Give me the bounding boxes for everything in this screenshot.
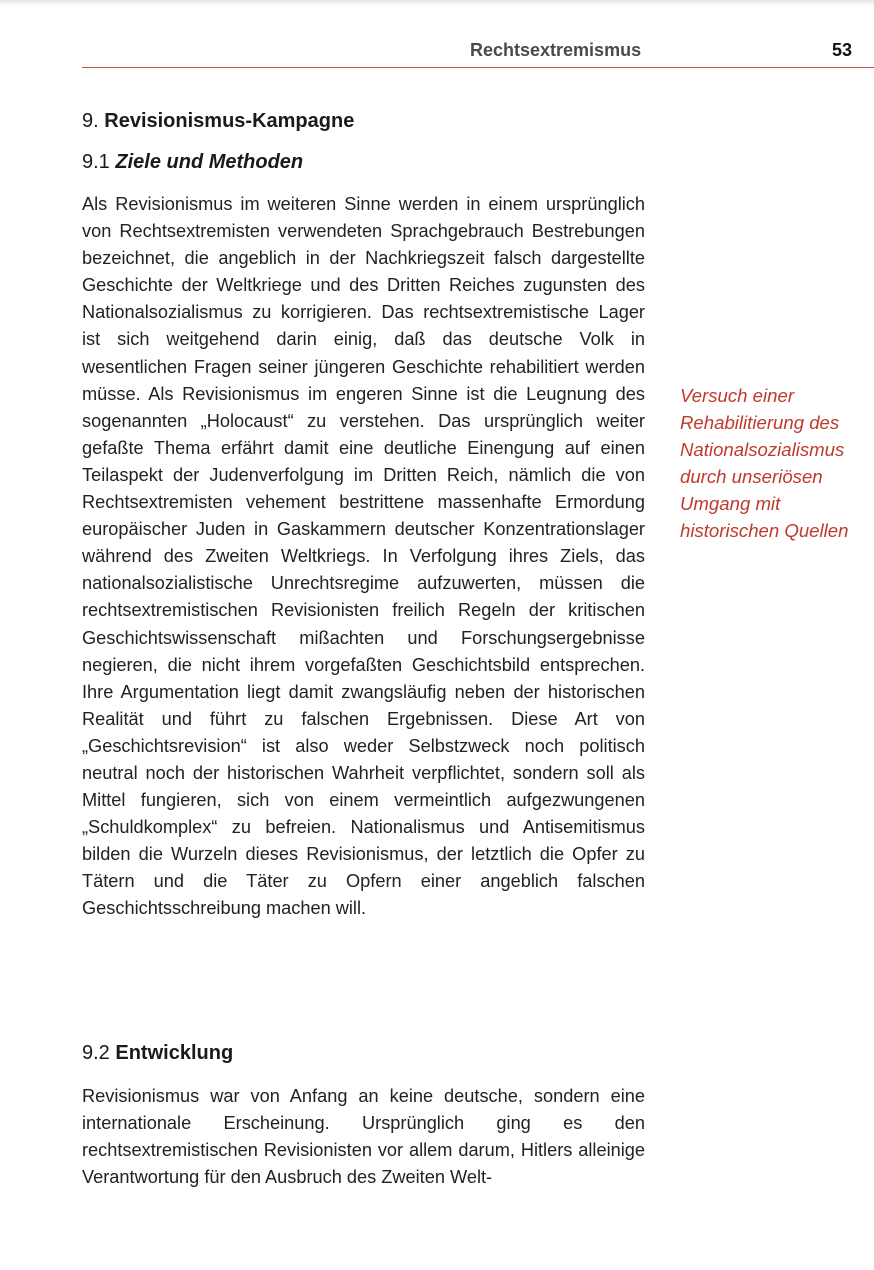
header-rule: [82, 67, 874, 68]
section-9-1-number: 9.1: [82, 151, 110, 173]
page-top-shadow: [0, 0, 874, 6]
section-9-1-heading: [82, 151, 303, 174]
section-9-title: Revisionismus-Kampagne: [104, 110, 355, 132]
section-9-1-title: Ziele und Methoden: [115, 151, 304, 173]
page-number: 53: [831, 40, 852, 60]
margin-note: Versuch einer Rehabilitierung des Nationalsozialismus durch unseriösen Umgang mit historischen Quellen: [680, 385, 849, 542]
section-9-2-paragraph: Revisionismus war von Anfang an keine deutsche, sondern eine internationale Erscheinung. Ursprünglich ging es den rechtsextremistischen Revisionisten vor allem darum, Hitlers alleinige Verantwortung für den Ausbruch des Zweiten Welt-: [82, 1086, 645, 1188]
section-9-1-paragraph: Als Revisionismus im weiteren Sinne werden in einem ursprünglich von Rechtsextremisten verwendeten Sprachgebrauch Bestrebungen bezeichnet, die angeblich in der Nachkriegszeit falsch dargestellte Geschichte der Weltkriege und des Dritten Reiches zugunsten des Nationalsozialismus zu korrigieren. Das rechtsextremistische Lager ist sich weitgehend darin einig, daß das deutsche Volk in wesentlichen Fragen seiner jüngeren Geschichte rehabilitiert werden müsse. Als Revisionismus im engeren Sinne ist die Leugnung des sogenannten „Holocaust“ zu verstehen. Das ursprünglich weiter gefaßte Thema erfährt damit eine deutliche Einengung auf einen Teilaspekt der Judenverfolgung im Dritten Reich, nämlich die von Rechtsextremisten vehement bestrittene massenhafte Ermordung europäischer Juden in Gaskammern deutscher Konzentrationslager während des Zweiten Weltkriegs. In Verfolgung ihres Ziels, das nationalsozialistische Unrechtsregime aufzuwerten, müssen die rechtsextremistischen Revisionisten freilich Regeln der kritischen Geschichtswissenschaft mißachten und Forschungsergebnisse negieren, die nicht ihrem vorgefaßten Geschichtsbild entsprechen. Ihre Argumentation liegt damit zwangsläufig neben der historischen Realität und führt zu falschen Ergebnissen. Diese Art von „Geschichtsrevision“ ist also weder Selbstzweck noch politisch neutral noch der historischen Wahrheit verpflichtet, sondern soll als Mittel fungieren, sich von einem vermeintlich aufgezwungenen „Schuldkomplex“ zu befreien. Nationalismus und Antisemitismus bilden die Wurzeln dieses Revisionismus, der letztlich die Opfer zu Tätern und die Täter zu Opfern einer angeblich falschen Geschichtsschreibung machen will.: [82, 194, 645, 919]
section-9-2-heading: [82, 1042, 233, 1065]
section-9-heading: [82, 110, 354, 133]
section-9-2-number: 9.2: [82, 1042, 110, 1064]
running-title: Rechtsextremismus: [470, 40, 642, 60]
section-9-2-title: Entwicklung: [115, 1042, 234, 1064]
section-9-number: 9.: [82, 110, 99, 132]
